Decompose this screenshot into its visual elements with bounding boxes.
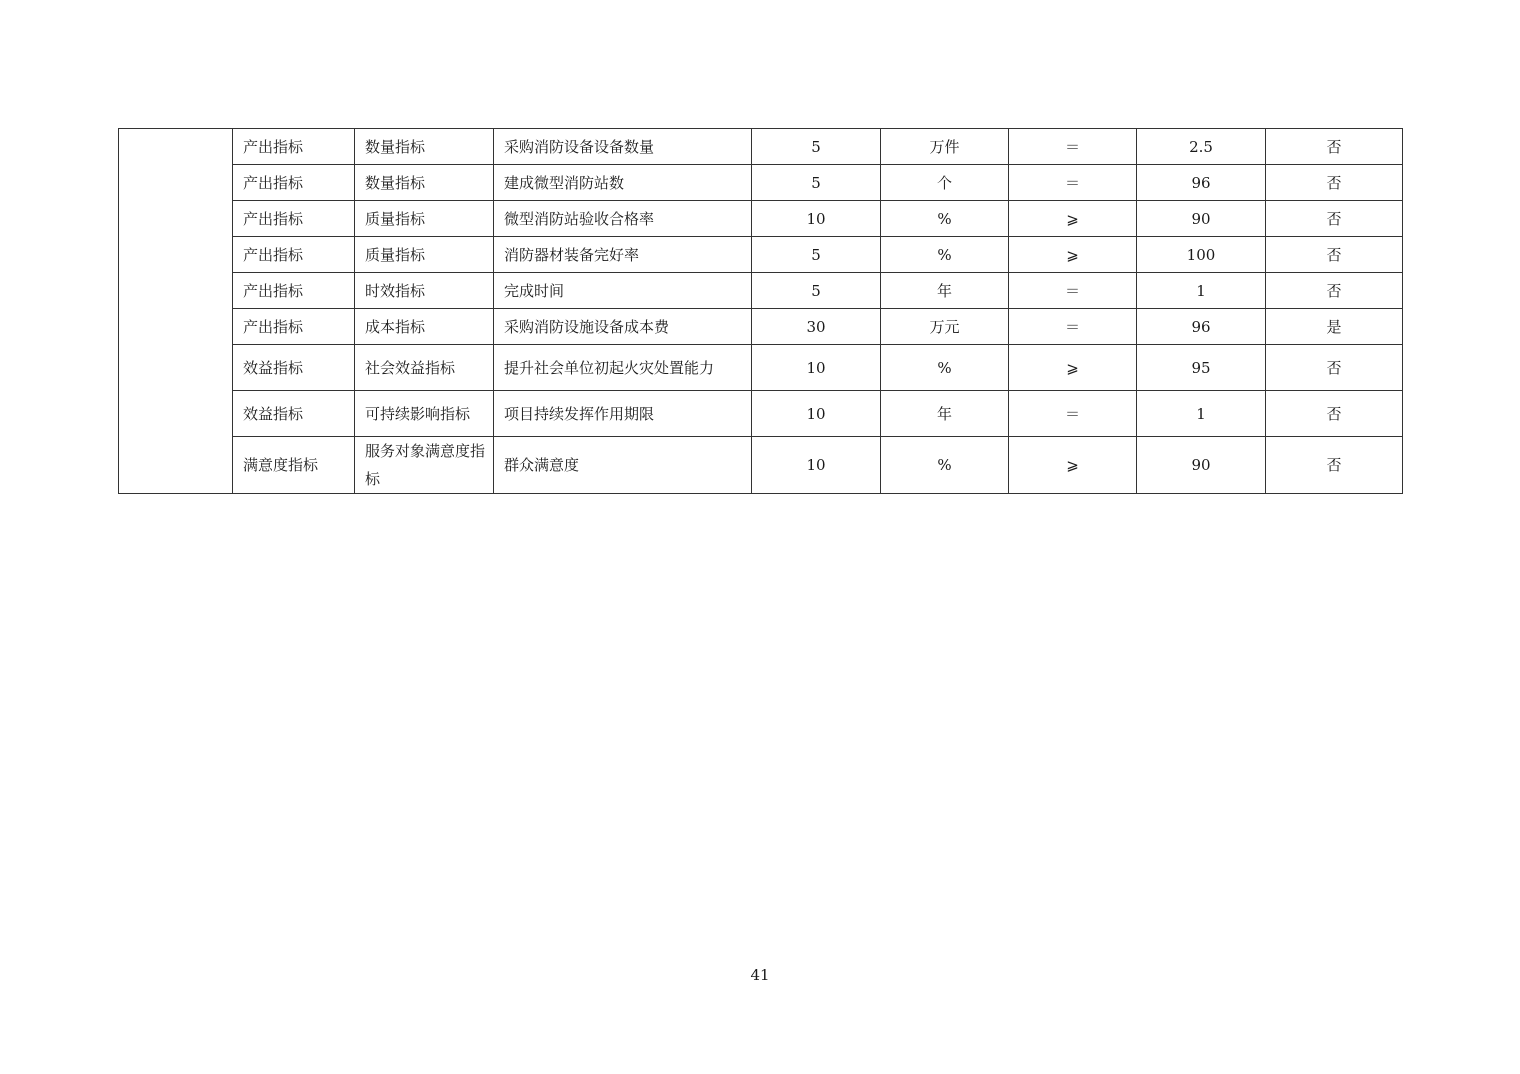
target-value-cell: 1 (1137, 273, 1266, 309)
level3-indicator-cell: 采购消防设备设备数量 (494, 129, 752, 165)
performance-indicator-table (118, 128, 1403, 494)
weight-cell: 5 (752, 129, 881, 165)
level1-indicator-cell: 产出指标 (233, 201, 355, 237)
weight-cell: 10 (752, 345, 881, 391)
target-value-cell: 90 (1137, 437, 1266, 494)
weight-cell: 10 (752, 391, 881, 437)
level1-indicator-cell: 产出指标 (233, 237, 355, 273)
level2-indicator-cell: 质量指标 (355, 201, 494, 237)
unit-cell: 年 (881, 273, 1009, 309)
table-row (119, 273, 1403, 309)
level1-indicator-cell: 产出指标 (233, 309, 355, 345)
level2-indicator-cell: 数量指标 (355, 165, 494, 201)
table-row (119, 309, 1403, 345)
level3-indicator-cell: 提升社会单位初起火灾处置能力 (494, 345, 752, 391)
table-row (119, 201, 1403, 237)
weight-cell: 10 (752, 201, 881, 237)
target-value-cell: 100 (1137, 237, 1266, 273)
unit-cell: % (881, 237, 1009, 273)
unit-cell: 年 (881, 391, 1009, 437)
core-indicator-cell: 否 (1266, 165, 1403, 201)
level3-indicator-cell: 微型消防站验收合格率 (494, 201, 752, 237)
level2-indicator-cell: 质量指标 (355, 237, 494, 273)
table-row (119, 345, 1403, 391)
unit-cell: 万件 (881, 129, 1009, 165)
level3-indicator-cell: 建成微型消防站数 (494, 165, 752, 201)
level2-indicator-cell: 数量指标 (355, 129, 494, 165)
level3-indicator-cell: 项目持续发挥作用期限 (494, 391, 752, 437)
unit-cell: % (881, 201, 1009, 237)
unit-cell: 个 (881, 165, 1009, 201)
table-row (119, 237, 1403, 273)
level1-indicator-cell: 产出指标 (233, 129, 355, 165)
operator-cell: ⩾ (1009, 201, 1137, 237)
level1-indicator-cell: 效益指标 (233, 391, 355, 437)
level1-indicator-cell: 产出指标 (233, 165, 355, 201)
core-indicator-cell: 否 (1266, 391, 1403, 437)
operator-cell: ⩾ (1009, 345, 1137, 391)
operator-cell: ＝ (1009, 129, 1137, 165)
operator-cell: ⩾ (1009, 237, 1137, 273)
level3-indicator-cell: 群众满意度 (494, 437, 752, 494)
unit-cell: % (881, 437, 1009, 494)
operator-cell: ＝ (1009, 391, 1137, 437)
level2-indicator-cell: 社会效益指标 (355, 345, 494, 391)
core-indicator-cell: 否 (1266, 345, 1403, 391)
table-row (119, 129, 1403, 165)
level1-indicator-cell: 产出指标 (233, 273, 355, 309)
core-indicator-cell: 是 (1266, 309, 1403, 345)
level3-indicator-cell: 消防器材装备完好率 (494, 237, 752, 273)
level1-indicator-cell: 满意度指标 (233, 437, 355, 494)
level2-indicator-cell: 成本指标 (355, 309, 494, 345)
operator-cell: ＝ (1009, 165, 1137, 201)
unit-cell: 万元 (881, 309, 1009, 345)
level2-indicator-cell: 可持续影响指标 (355, 391, 494, 437)
level2-indicator-cell: 时效指标 (355, 273, 494, 309)
merged-category-cell (119, 129, 233, 494)
weight-cell: 5 (752, 273, 881, 309)
table-row (119, 165, 1403, 201)
target-value-cell: 1 (1137, 391, 1266, 437)
unit-cell: % (881, 345, 1009, 391)
core-indicator-cell: 否 (1266, 237, 1403, 273)
table-row (119, 437, 1403, 494)
target-value-cell: 96 (1137, 165, 1266, 201)
level3-indicator-cell: 完成时间 (494, 273, 752, 309)
target-value-cell: 95 (1137, 345, 1266, 391)
weight-cell: 30 (752, 309, 881, 345)
level2-indicator-cell: 服务对象满意度指标 (355, 437, 494, 494)
weight-cell: 10 (752, 437, 881, 494)
core-indicator-cell: 否 (1266, 129, 1403, 165)
weight-cell: 5 (752, 165, 881, 201)
table-row (119, 391, 1403, 437)
target-value-cell: 90 (1137, 201, 1266, 237)
core-indicator-cell: 否 (1266, 201, 1403, 237)
target-value-cell: 96 (1137, 309, 1266, 345)
core-indicator-cell: 否 (1266, 437, 1403, 494)
target-value-cell: 2.5 (1137, 129, 1266, 165)
weight-cell: 5 (752, 237, 881, 273)
core-indicator-cell: 否 (1266, 273, 1403, 309)
operator-cell: ＝ (1009, 309, 1137, 345)
level1-indicator-cell: 效益指标 (233, 345, 355, 391)
operator-cell: ⩾ (1009, 437, 1137, 494)
level3-indicator-cell: 采购消防设施设备成本费 (494, 309, 752, 345)
operator-cell: ＝ (1009, 273, 1137, 309)
page-number: 41 (750, 966, 770, 984)
